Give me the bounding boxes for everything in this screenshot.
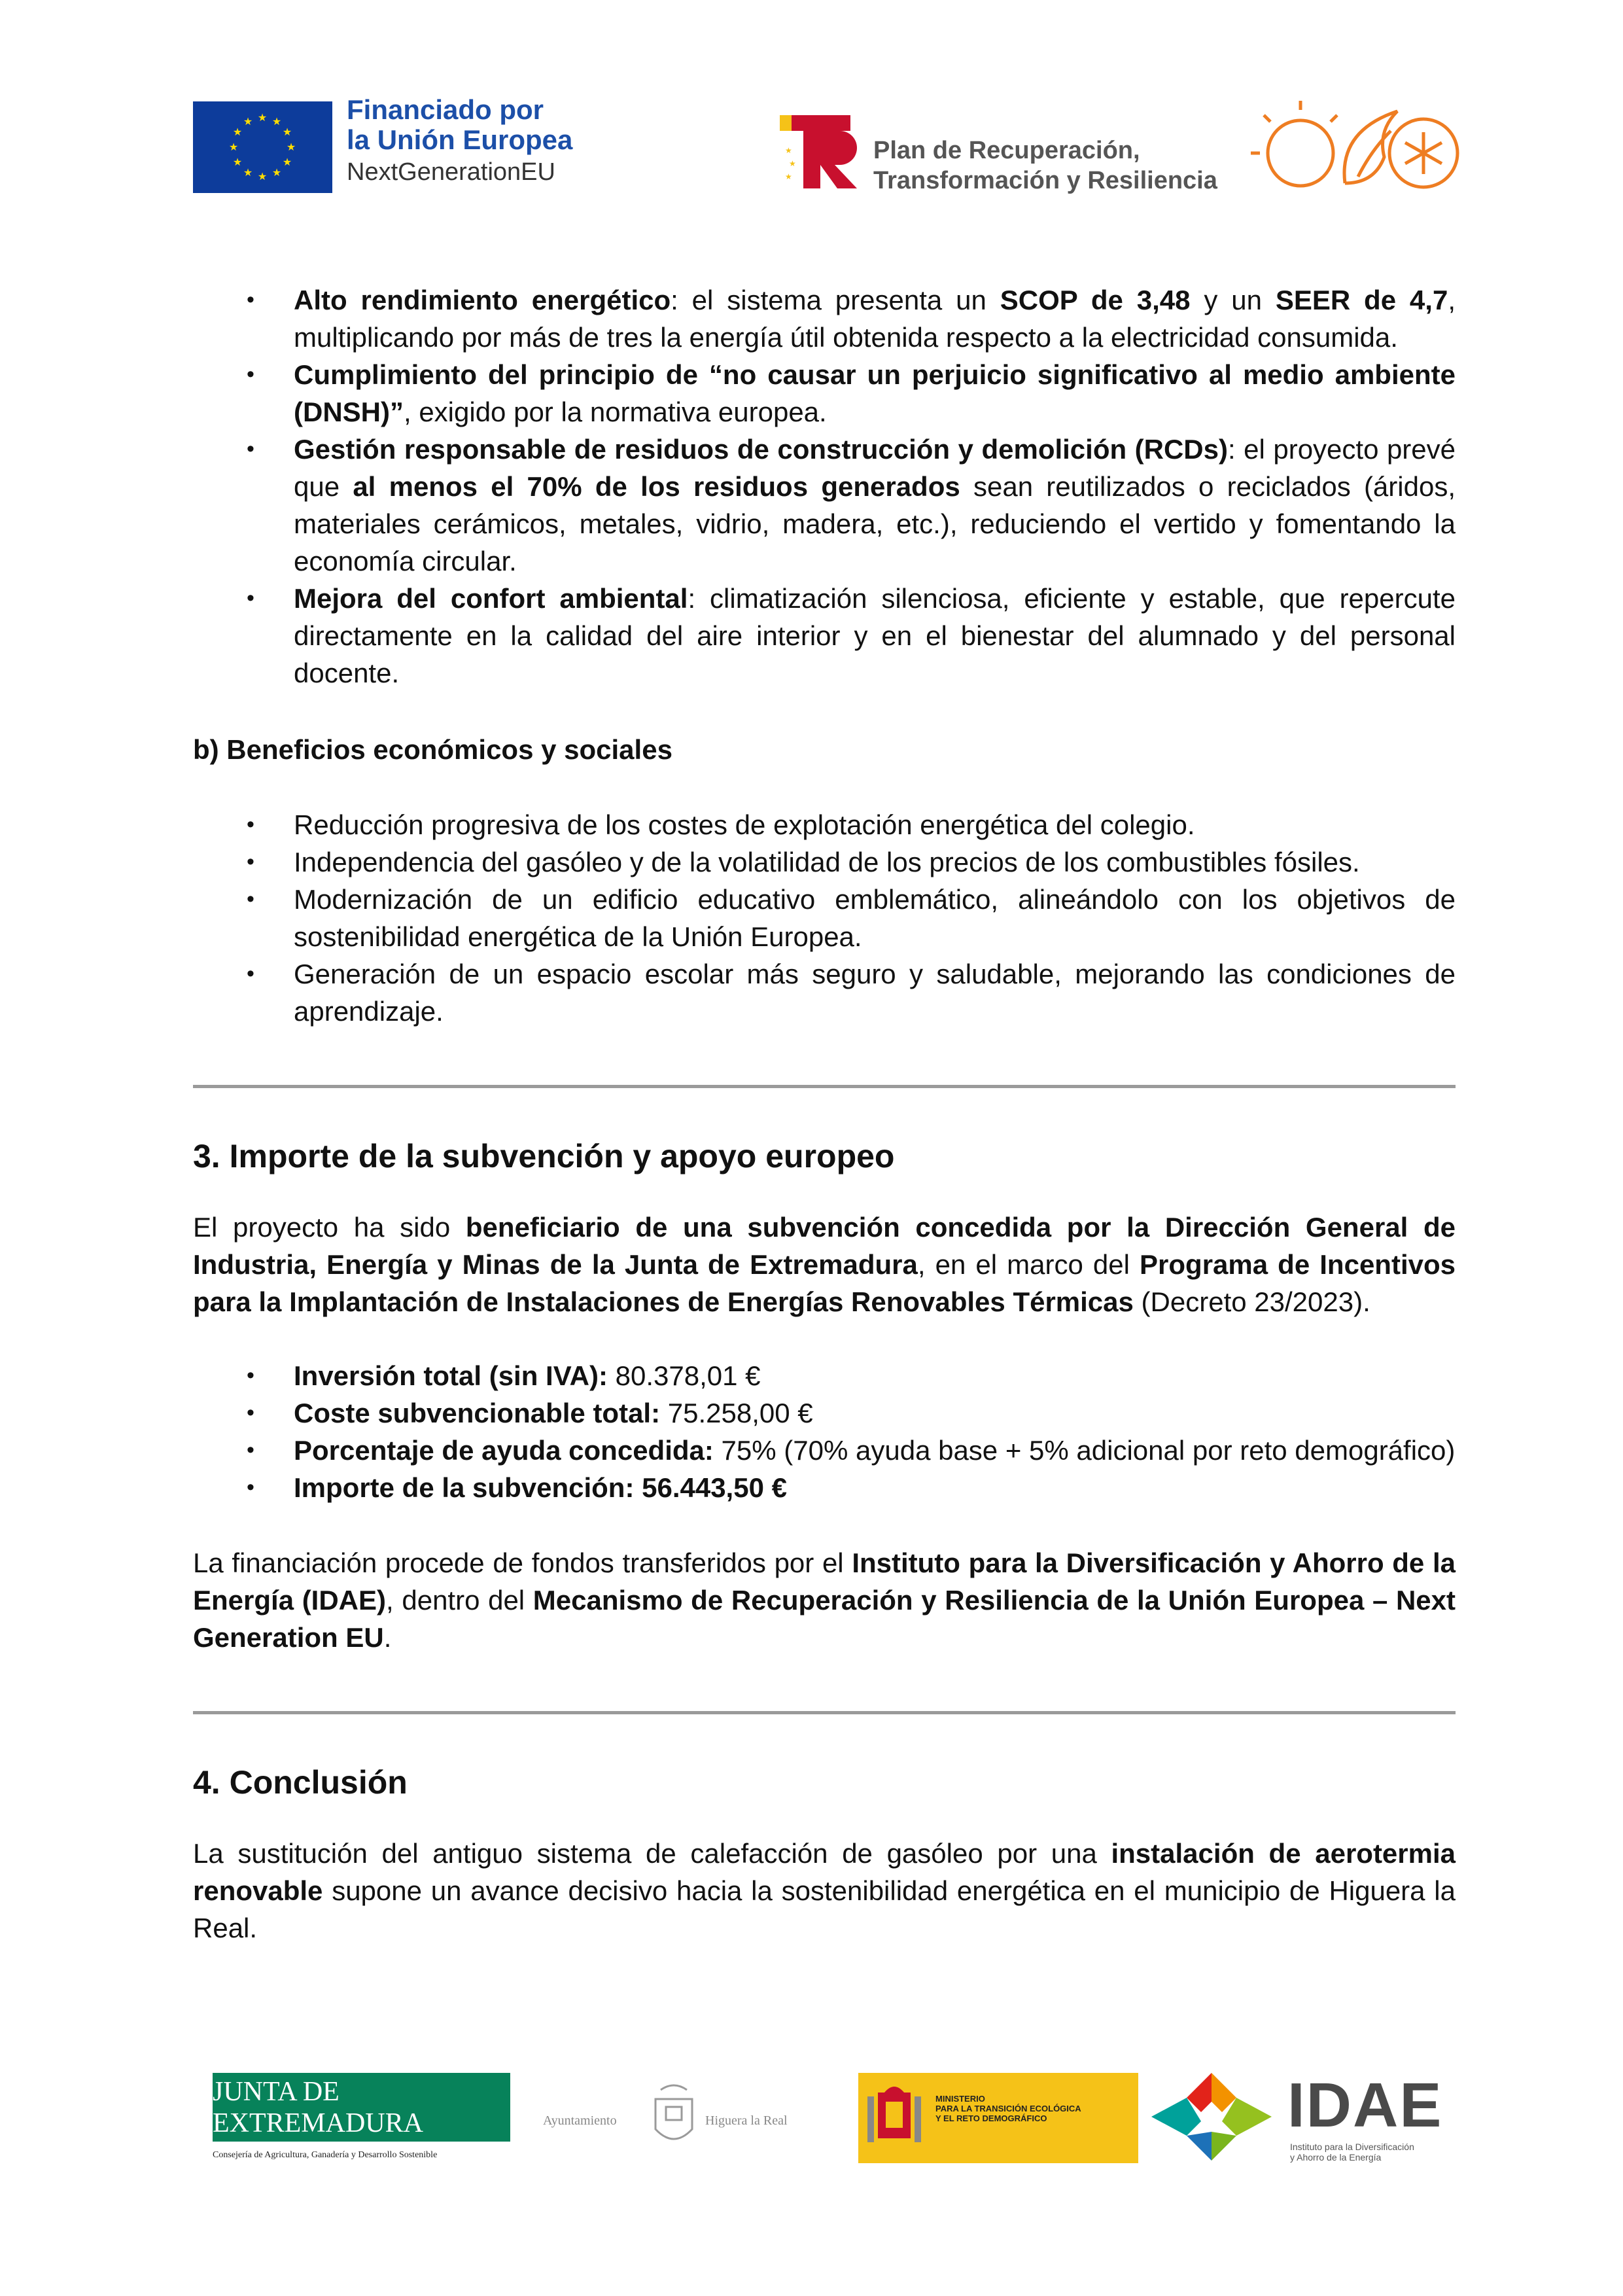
bold-run: Cumplimiento del principio de “no causar un perjuicio significativo al medio ambiente (DNSH)” — [294, 359, 1456, 427]
sun-leaf-snow-icon — [1247, 98, 1473, 196]
prtr-text — [873, 136, 1217, 196]
text-run: El proyecto ha sido — [193, 1212, 466, 1243]
sun-leaf-snowflake-logo — [1247, 98, 1473, 196]
eu-stars-icon — [193, 101, 332, 193]
svg-text:★: ★ — [785, 172, 792, 181]
list-item — [193, 580, 1456, 692]
svg-text:★: ★ — [789, 159, 796, 168]
prtr-line1: Plan de Recuperación, — [873, 137, 1140, 164]
junta-name: JUNTA DE EXTREMADURA — [213, 2076, 423, 2138]
prtr-logo — [777, 110, 862, 194]
conclusion-paragraph — [193, 1835, 1456, 1947]
list-item: • Independencia del gasóleo y de la volatilidad de los precios de los combustibles fósiles. — [193, 843, 1456, 881]
junta-extremadura-logo — [213, 2073, 510, 2142]
idae-wordmark: IDAE — [1287, 2070, 1443, 2140]
idae-symbol — [1146, 2068, 1277, 2166]
svg-text:★: ★ — [232, 156, 243, 168]
section3-title: 3. Importe de la subvención y apoyo europeo — [193, 1138, 895, 1174]
bold-run: Alto rendimiento energético — [294, 285, 671, 315]
ministerio-text — [935, 2094, 1081, 2123]
bold-run: Programa de Incentivos para la Implantación de Instalaciones de Energías Renovables Térmicas — [193, 1249, 1456, 1317]
prtr-tr-icon — [777, 110, 862, 194]
text-run: : el sistema presenta un — [671, 285, 1000, 315]
list-item — [193, 356, 1456, 431]
svg-text:★: ★ — [257, 170, 268, 183]
bold-run: Coste subvencionable total: — [294, 1398, 661, 1428]
idae-sub-line2: y Ahorro de la Energía — [1290, 2152, 1382, 2163]
svg-text:★: ★ — [785, 146, 792, 155]
svg-text:★: ★ — [271, 166, 282, 179]
svg-text:★: ★ — [282, 126, 292, 138]
list-item — [193, 1394, 1456, 1432]
bold-run: SEER de 4,7 — [1275, 285, 1448, 315]
ayuntamiento-logo — [543, 2079, 805, 2158]
list-item — [193, 431, 1456, 580]
subsidy-figures-list — [193, 1357, 1456, 1506]
section-b-title: b) Beneficios económicos y sociales — [193, 734, 672, 765]
svg-text:★: ★ — [243, 166, 253, 179]
list-item: • Reducción progresiva de los costes de explotación energética del colegio. — [193, 806, 1456, 843]
bold-run: Porcentaje de ayuda concedida: — [294, 1435, 714, 1466]
svg-text:★: ★ — [232, 126, 243, 138]
idae-sub-line1: Instituto para la Diversificación — [1290, 2142, 1414, 2152]
list-item: • Generación de un espacio escolar más seguro y saludable, mejorando las condiciones de aprendizaje. — [193, 955, 1456, 1030]
eu-flag-logo — [193, 101, 332, 193]
eu-line1: Financiado por — [347, 94, 544, 125]
economic-benefits-list — [193, 806, 1456, 1030]
financing-paragraph — [193, 1544, 1456, 1656]
list-item: • Modernización de un edificio educativo emblemático, alineándolo con los objetivos de sostenibilidad energética de la Unión Europea. — [193, 881, 1456, 955]
bold-run: beneficiario de una subvención concedida por la Dirección General de Industria, Energía y Minas de la Junta de Extremadura — [193, 1212, 1456, 1280]
bold-run: Mecanismo de Recuperación y Resiliencia de la Unión Europea – Next Generation EU — [193, 1585, 1456, 1653]
ministerio-line3: Y EL RETO DEMOGRÁFICO — [935, 2113, 1047, 2123]
svg-text:★: ★ — [286, 141, 296, 153]
svg-text:★: ★ — [257, 111, 268, 124]
bold-run: Inversión total (sin IVA): — [294, 1360, 608, 1391]
text-run: La sustitución del antiguo sistema de calefacción de gasóleo por una — [193, 1838, 1111, 1869]
list-item — [193, 281, 1456, 356]
text-run: 80.378,01 € — [607, 1360, 761, 1391]
svg-text:★: ★ — [271, 115, 282, 128]
prtr-line2: Transformación y Resiliencia — [873, 166, 1217, 194]
list-item — [193, 1357, 1456, 1394]
ministerio-line2: PARA LA TRANSICIÓN ECOLÓGICA — [935, 2104, 1081, 2113]
text-run: y un — [1190, 285, 1276, 315]
divider — [193, 1711, 1456, 1714]
bold-run: Mejora del confort ambiental — [294, 583, 688, 614]
environmental-benefits-list — [193, 281, 1456, 692]
idae-subtitle — [1290, 2142, 1414, 2163]
svg-text:★: ★ — [282, 156, 292, 168]
idae-diamond-icon — [1146, 2068, 1277, 2166]
bold-run: Instituto para la Diversificación y Ahorro de la Energía (IDAE) — [193, 1547, 1456, 1616]
ayto-left-label: Ayuntamiento — [543, 2113, 617, 2128]
text-run: 75.258,00 € — [660, 1398, 813, 1428]
text-run: La financiación procede de fondos transferidos por el — [193, 1547, 852, 1578]
ministerio-line1: MINISTERIO — [935, 2094, 985, 2104]
bold-run: Gestión responsable de residuos de construcción y demolición (RCDs) — [294, 434, 1228, 465]
text-run: : climatización silenciosa, eficiente y estable, que repercute directamente en la calidad del aire interior y en el bienestar del alumnado y del personal docente. — [294, 583, 1456, 688]
eu-line2: la Unión Europea — [347, 124, 573, 156]
bold-run: Importe de la subvención: 56.443,50 € — [294, 1472, 787, 1503]
eu-funding-text — [347, 95, 572, 186]
bold-run: SCOP de 3,48 — [1000, 285, 1191, 315]
text-run: , multiplicando por más de tres la energía útil obtenida respecto a la electricidad consumida. — [294, 285, 1456, 353]
svg-text:★: ★ — [228, 141, 239, 153]
svg-text:★: ★ — [243, 115, 253, 128]
junta-subtitle: Consejería de Agricultura, Ganadería y Desarrollo Sostenible — [213, 2150, 438, 2160]
ayto-right-label: Higuera la Real — [705, 2113, 788, 2128]
section4-title: 4. Conclusión — [193, 1764, 408, 1801]
text-run: supone un avance decisivo hacia la sostenibilidad energética en el municipio de Higuera la Real. — [193, 1875, 1456, 1943]
text-run: (Decreto 23/2023). — [1133, 1286, 1370, 1317]
list-item — [193, 1432, 1456, 1469]
divider — [193, 1085, 1456, 1088]
list-item — [193, 1469, 1456, 1506]
text-run: sean reutilizados o reciclados (áridos, materiales cerámicos, metales, vidrio, madera, etc.), reduciendo el vertido y fomentando la economía circular. — [294, 471, 1456, 576]
text-run: . — [383, 1622, 392, 1653]
text-run: , dentro del — [386, 1585, 533, 1616]
section3-intro — [193, 1209, 1456, 1320]
text-run: , en el marco del — [917, 1249, 1140, 1280]
text-run: , exigido por la normativa europea. — [403, 397, 827, 427]
bold-run: al menos el 70% de los residuos generados — [353, 471, 960, 502]
eu-line3: NextGenerationEU — [347, 158, 555, 186]
document-body — [193, 281, 1456, 1947]
spain-coat-of-arms-icon — [858, 2073, 930, 2163]
text-run: 75% (70% ayuda base + 5% adicional por reto demográfico) — [713, 1435, 1456, 1466]
bold-run: instalación de aerotermia renovable — [193, 1838, 1456, 1906]
text-run: : el proyecto prevé que — [294, 434, 1456, 502]
